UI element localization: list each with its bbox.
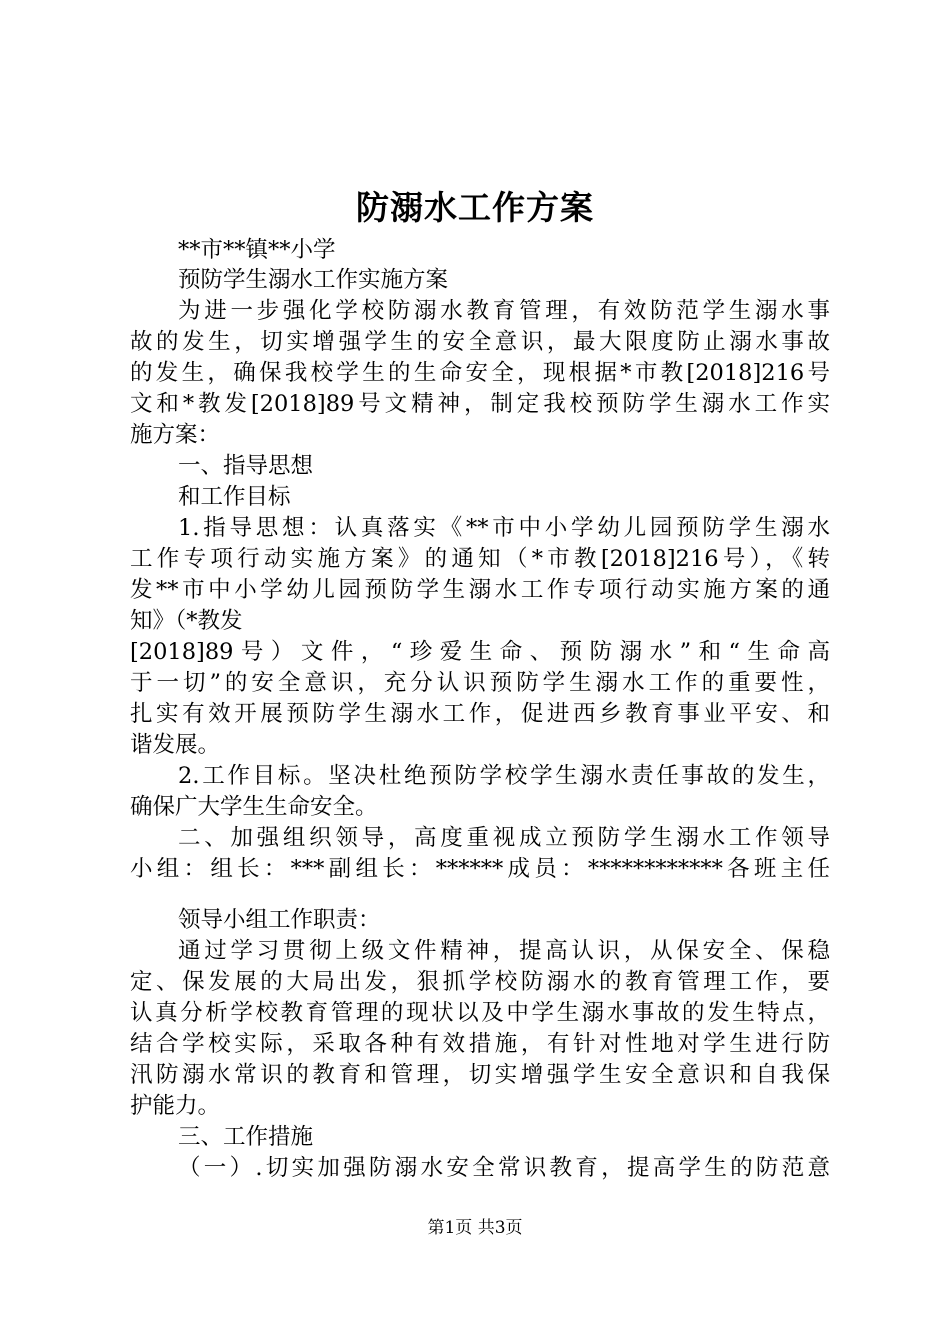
section-heading-2: 二、加强组织领导，高度重视成立预防学生溺水工作领导 [178,825,830,851]
text-line-paragraph: 通过学习贯彻上级文件精神，提高认识，从保安全、保稳 [178,938,830,964]
text-line-paragraph: 发**市中小学幼儿园预防学生溺水工作专项行动实施方案的通 [130,577,830,603]
text-line-paragraph: 工作专项行动实施方案》的通知（*市教[2018]216号），《转 [130,546,830,572]
text-line-paragraph: 的发生，确保我校学生的生命安全，现根据*市教[2018]216号 [130,360,830,386]
text-line-paragraph: （一）.切实加强防溺水安全常识教育，提高学生的防范意 [178,1155,830,1181]
text-line-paragraph: 定、保发展的大局出发，狠抓学校防溺水的教育管理工作，要 [130,969,830,995]
text-line-paragraph: 小组：组长：***副组长：******成员：************各班主任 [130,856,830,882]
text-line-paragraph: 施方案： [130,422,221,448]
text-line-paragraph: 确保广大学生生命安全。 [130,794,378,820]
text-line-paragraph: 2.工作目标。坚决杜绝预防学校学生溺水责任事故的发生， [178,763,830,789]
text-line-paragraph: 故的发生，切实增强学生的安全意识，最大限度防止溺水事故 [130,329,830,355]
text-line-paragraph: 知》（*教发 [130,608,243,634]
text-line-paragraph: [2018]89号）文件，“珍爱生命、预防溺水”和“生命高 [130,639,830,665]
text-line-duties-heading: 领导小组工作职责： [178,907,381,933]
text-line-paragraph: 认真分析学校教育管理的现状以及中学生溺水事故的发生特点， [130,1000,830,1026]
text-line-paragraph: 为进一步强化学校防溺水教育管理，有效防范学生溺水事 [178,298,830,324]
document-title: 防溺水工作方案 [356,188,594,227]
section-heading-3: 三、工作措施 [178,1124,314,1150]
text-line-school-name: **市**镇**小学 [178,237,336,263]
text-line-subtitle: 预防学生溺水工作实施方案 [178,267,449,293]
text-line-paragraph: 于一切”的安全意识，充分认识预防学生溺水工作的重要性， [130,670,830,696]
page-footer: 第1页 共3页 [427,1218,523,1238]
text-line-paragraph: 文和*教发[2018]89号文精神，制定我校预防学生溺水工作实 [130,391,830,417]
text-line-paragraph: 护能力。 [130,1093,221,1119]
section-heading-1-continued: 和工作目标 [178,484,291,510]
text-line-paragraph: 结合学校实际，采取各种有效措施，有针对性地对学生进行防 [130,1031,830,1057]
section-heading-1: 一、指导思想 [178,453,314,479]
text-line-paragraph: 扎实有效开展预防学生溺水工作，促进西乡教育事业平安、和 [130,701,830,727]
text-line-paragraph: 汛防溺水常识的教育和管理，切实增强学生安全意识和自我保 [130,1062,830,1088]
text-line-paragraph: 谐发展。 [130,732,221,758]
text-line-paragraph: 1.指导思想：认真落实《**市中小学幼儿园预防学生溺水 [178,515,830,541]
